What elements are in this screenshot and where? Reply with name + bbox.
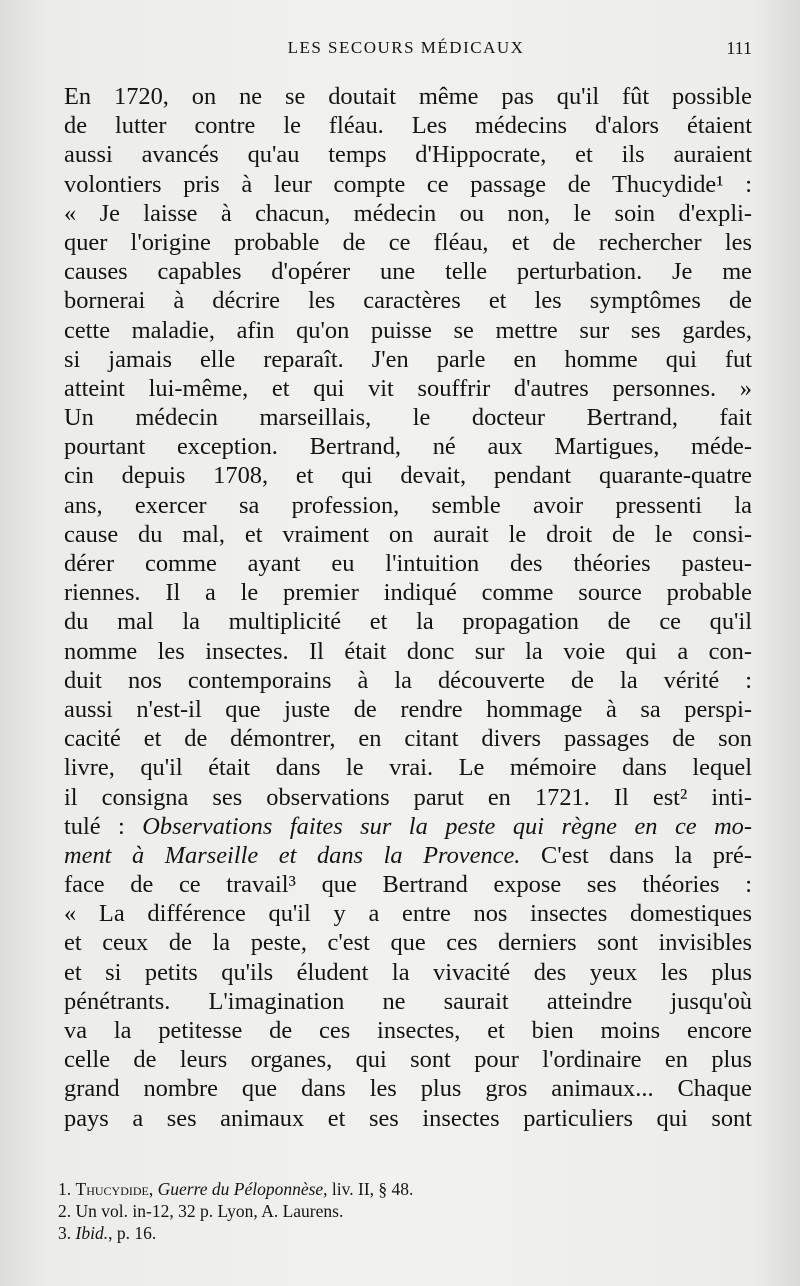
text-line: si jamais elle reparaît. J'en parle en homme qui fut	[64, 345, 752, 373]
running-head	[60, 38, 752, 64]
text-line: cette maladie, afin qu'on puisse se mettre sur ses gardes,	[64, 316, 752, 344]
footnote-1	[58, 1178, 518, 1200]
text-line: il consigna ses observations parut en 1721. Il est² inti-	[64, 783, 752, 811]
footnote-reference: , p. 16.	[108, 1223, 157, 1243]
text-line: de lutter contre le fléau. Les médecins d'alors étaient	[64, 112, 752, 140]
text-line: volontiers pris à leur compte ce passage de Thucydide¹ :	[64, 170, 752, 198]
footnote-reference: , liv. II, § 48.	[323, 1179, 414, 1199]
text-line: cause du mal, et vraiment on aurait le droit de le consi-	[64, 520, 752, 548]
text-line: face de ce travail³ que Bertrand expose ses théories :	[64, 871, 752, 899]
text-line: « La différence qu'il y a entre nos insectes domestiques	[64, 900, 752, 928]
text-line: Un médecin marseillais, le docteur Bertrand, fait	[64, 404, 752, 432]
footnotes	[58, 1178, 518, 1244]
text-line-with-italic-title	[64, 841, 752, 870]
italic-title-prefix: ment à	[64, 841, 165, 869]
text-line: pays a ses animaux et ses insectes particuliers qui sont	[64, 1104, 752, 1132]
text-line: aussi n'est-il que juste de rendre hommage à sa perspi-	[64, 695, 752, 723]
text-segment: C'est dans la pré-	[520, 841, 752, 869]
italic-title-part-1: Observations faites sur la peste qui règne en ce mo-	[142, 812, 753, 840]
text-line: bornerai à décrire les caractères et les symptômes de	[64, 287, 752, 315]
footnote-title: Guerre du Péloponnèse	[157, 1179, 324, 1199]
text-line: pénétrants. L'imagination ne saurait atteindre jusqu'où	[64, 987, 752, 1015]
text-line: livre, qu'il était dans le vrai. Le mémoire dans lequel	[64, 754, 752, 782]
text-line: En 1720, on ne se doutait même pas qu'il fût possible	[64, 83, 752, 110]
text-line: riennes. Il a le premier indiqué comme source probable	[64, 579, 752, 607]
text-line: nomme les insectes. Il était donc sur la voie qui a con-	[64, 637, 752, 665]
footnote-separator: ,	[148, 1179, 158, 1199]
footnote-3	[58, 1222, 518, 1244]
footnote-number: 1.	[58, 1179, 76, 1199]
text-line: causes capables d'opérer une telle perturbation. Je me	[64, 258, 752, 286]
footnote-number: 3.	[58, 1223, 76, 1243]
text-line: atteint lui-même, et qui vit souffrir d'autres personnes. »	[64, 374, 752, 402]
page-number: 111	[726, 38, 752, 58]
text-line: cin depuis 1708, et qui devait, pendant quarante-quatre	[64, 462, 752, 490]
running-title: LES SECOURS MÉDICAUX	[287, 38, 525, 57]
footnote-2: 2. Un vol. in-12, 32 p. Lyon, A. Laurens.	[58, 1201, 344, 1221]
text-line: dérer comme ayant eu l'intuition des théories pasteu-	[64, 550, 752, 577]
text-line: grand nombre que dans les plus gros animaux... Chaque	[64, 1075, 752, 1103]
text-line: pourtant exception. Bertrand, né aux Martigues, méde-	[64, 433, 752, 461]
footnote-ibid: Ibid.	[75, 1223, 109, 1243]
text-line: cacité et de démontrer, en citant divers passages de son	[64, 725, 752, 753]
text-line: celle de leurs organes, qui sont pour l'ordinaire en plus	[64, 1046, 752, 1074]
text-line: ans, exercer sa profession, semble avoir pressenti la	[64, 491, 752, 519]
text-line: et ceux de la peste, c'est que ces derniers sont invisibles	[64, 929, 752, 957]
text-line: du mal la multiplicité et la propagation de ce qu'il	[64, 608, 752, 636]
footnote-author: Thucydide	[75, 1179, 149, 1199]
text-line: « Je laisse à chacun, médecin ou non, le soin d'expli-	[64, 199, 752, 227]
body-text	[64, 82, 752, 1133]
text-line: et si petits qu'ils éludent la vivacité des yeux les plus	[64, 958, 752, 986]
text-line: duit nos contemporains à la découverte de la vérité :	[64, 666, 752, 694]
text-line: quer l'origine probable de ce fléau, et de rechercher les	[64, 228, 752, 256]
text-line: va la petitesse de ces insectes, et bien moins encore	[64, 1017, 752, 1044]
text-segment: tulé :	[64, 812, 143, 840]
text-line: aussi avancés qu'au temps d'Hippocrate, et ils auraient	[64, 141, 752, 169]
text-line-with-italic-title	[64, 812, 752, 841]
italic-title-part-2: Marseille et dans la Provence.	[164, 841, 521, 869]
